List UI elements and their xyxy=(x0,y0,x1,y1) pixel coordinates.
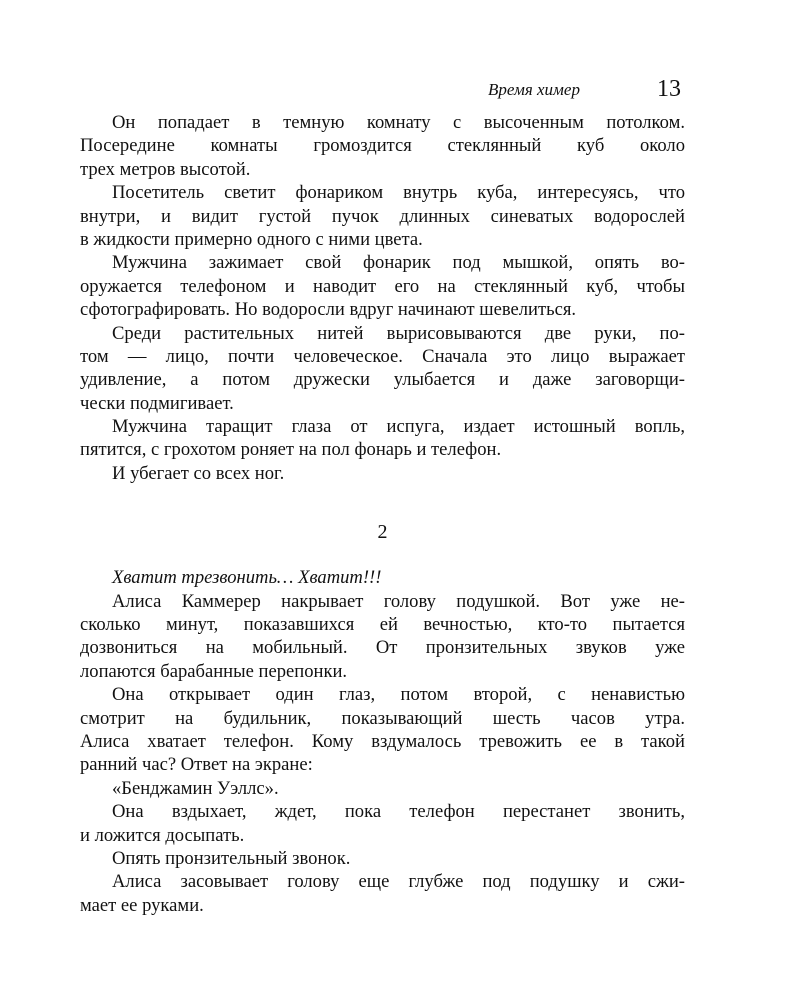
text-line: Алиса Каммерер накрывает голову подушкой. Вот уже не- xyxy=(112,590,685,612)
text-line: Среди растительных нитей вырисовываются две руки, по- xyxy=(112,322,685,344)
text-line: ранний час? Ответ на экране: xyxy=(80,754,313,776)
section-2 xyxy=(80,566,685,917)
text-line: удивление, а потом дружески улыбается и даже заговорщи- xyxy=(80,369,685,391)
text-line: мает ее руками. xyxy=(80,894,204,916)
text-line: Алиса засовывает голову еще глубже под подушку и сжи- xyxy=(112,871,685,893)
text-line: трех метров высотой. xyxy=(80,158,251,180)
page-number: 13 xyxy=(657,76,681,102)
text-line: И убегает со всех ног. xyxy=(112,462,285,484)
italic-line: Хватит трезвонить… Хватит!!! xyxy=(112,567,382,589)
chapter-number: 2 xyxy=(377,521,388,544)
text-line: Мужчина таращит глаза от испуга, издает истошный вопль, xyxy=(112,416,685,438)
text-line: том — лицо, почти человеческое. Сначала это лицо выражает xyxy=(80,345,685,367)
text-line: оружается телефоном и наводит его на стеклянный куб, чтобы xyxy=(80,275,685,297)
text-line: внутри, и видит густой пучок длинных синеватых водорослей xyxy=(80,205,685,227)
page-body xyxy=(80,111,685,917)
text-line: Посетитель светит фонариком внутрь куба, интересуясь, что xyxy=(112,182,685,204)
text-line: Она вздыхает, ждет, пока телефон перестанет звонить, xyxy=(112,801,685,823)
text-line: в жидкости примерно одного с ними цвета. xyxy=(80,228,423,250)
text-line: Он попадает в темную комнату с высоченным потолком. xyxy=(112,112,685,133)
text-line: чески подмигивает. xyxy=(80,392,234,414)
text-line: Алиса хватает телефон. Кому вздумалось тревожить ее в такой xyxy=(80,730,685,752)
text-line: «Бенджамин Уэллс». xyxy=(112,777,279,799)
text-line: дозвониться на мобильный. От пронзительных звуков уже xyxy=(80,637,685,659)
text-line: сколько минут, показавшихся ей вечностью, кто-то пытается xyxy=(80,614,685,636)
text-line: смотрит на будильник, показывающий шесть часов утра. xyxy=(80,707,685,729)
running-title: Время химер xyxy=(488,80,580,99)
section-1 xyxy=(80,111,685,485)
text-line: Посередине комнаты громоздится стеклянный куб около xyxy=(80,135,685,157)
text-line: Опять пронзительный звонок. xyxy=(112,847,351,869)
text-line: Она открывает один глаз, потом второй, с ненавистью xyxy=(112,684,685,706)
text-line: и ложится досыпать. xyxy=(80,824,245,846)
text-line: Мужчина зажимает свой фонарик под мышкой, опять во- xyxy=(112,252,685,274)
text-line: сфотографировать. Но водоросли вдруг начинают шевелиться. xyxy=(80,299,577,321)
text-line: лопаются барабанные перепонки. xyxy=(80,660,348,682)
text-line: пятится, с грохотом роняет на пол фонарь и телефон. xyxy=(80,439,502,461)
